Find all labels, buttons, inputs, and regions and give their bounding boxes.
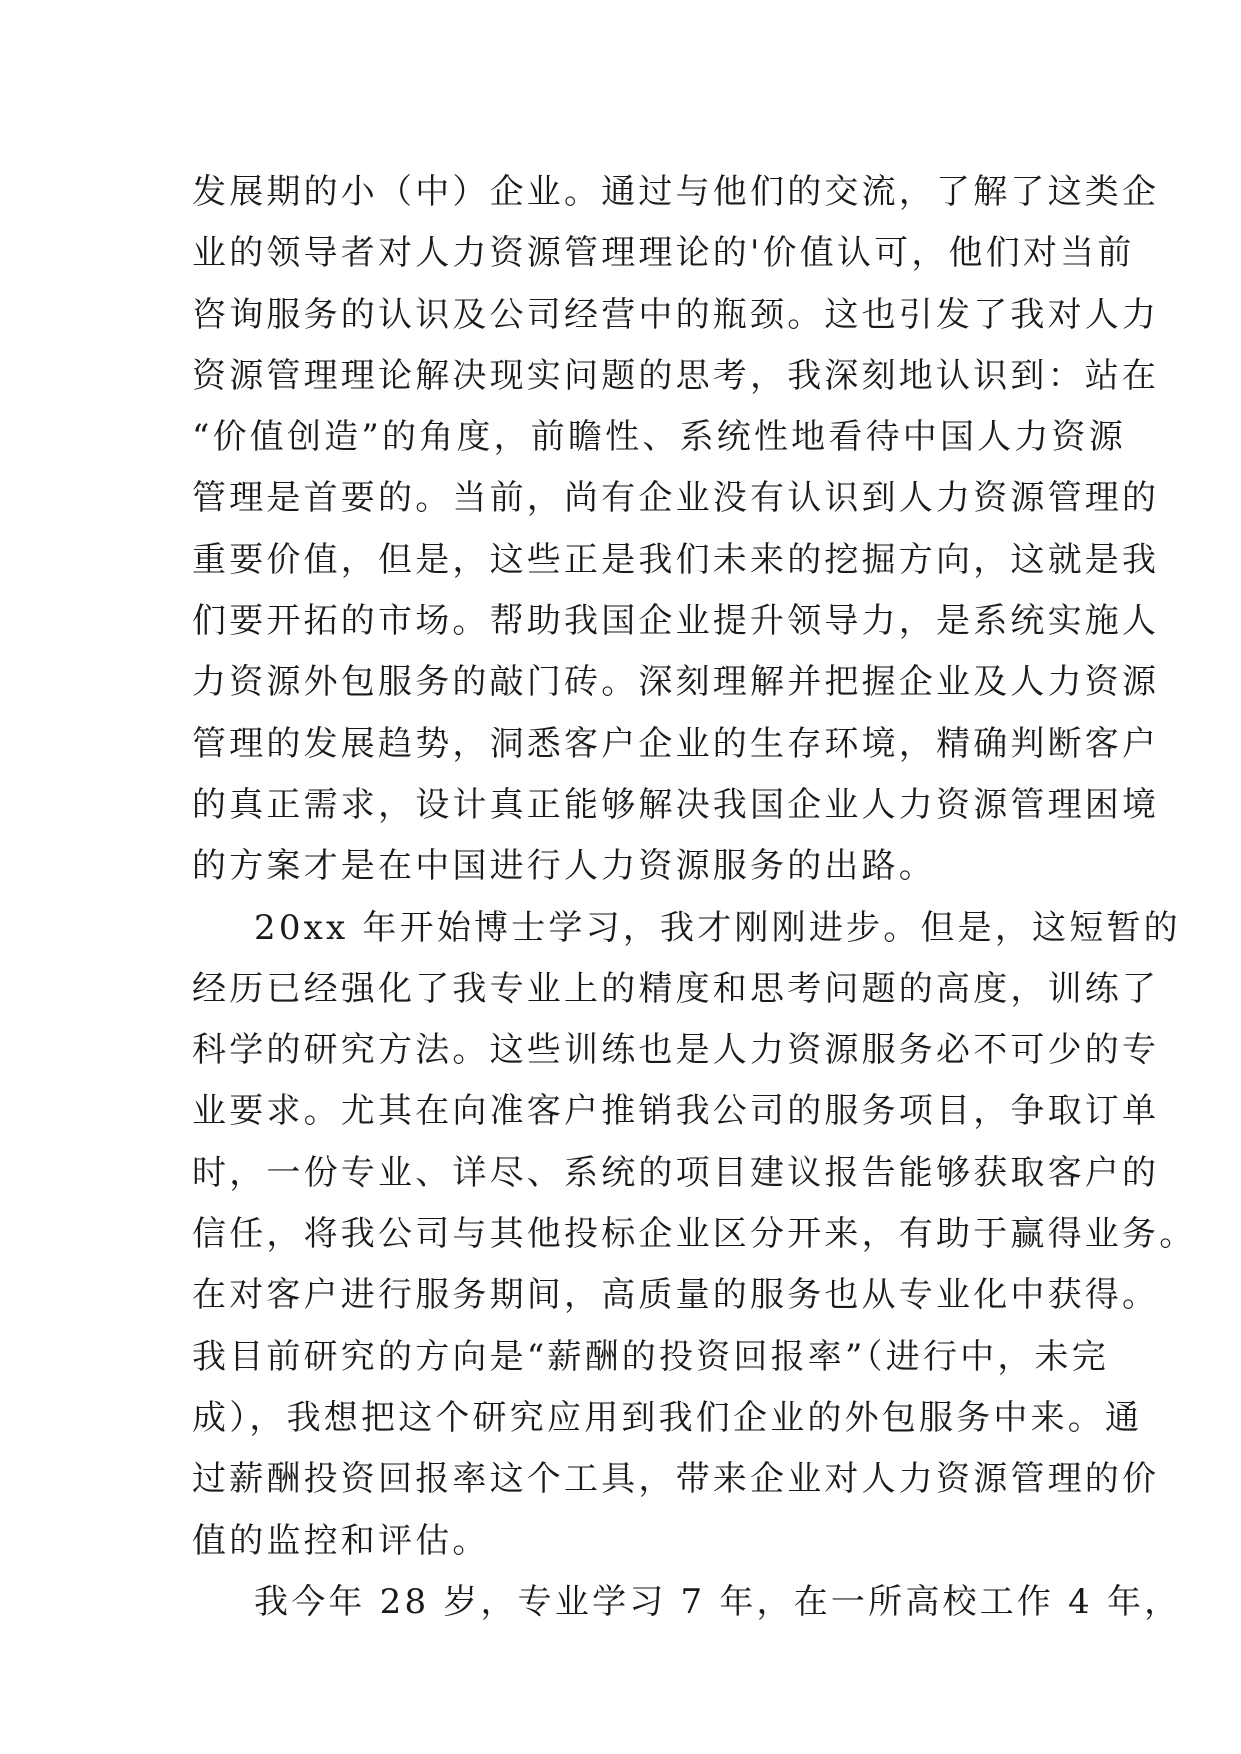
text-line: 信任，将我公司与其他投标企业区分开来，有助于赢得业务。 [192, 1214, 1197, 1255]
text-line: 发展期的小（中）企业。通过与他们的交流，了解了这类企 [192, 172, 1160, 212]
text-line: 管理是首要的。当前，尚有企业没有认识到人力资源管理的 [192, 478, 1160, 519]
text-line: 重要价值，但是，这些正是我们未来的挖掘方向，这就是我 [192, 539, 1160, 580]
text-line: 科学的研究方法。这些训练也是人力资源服务必不可少的专 [192, 1030, 1160, 1071]
text-line: 们要开拓的市场。帮助我国企业提升领导力，是系统实施人 [192, 601, 1160, 642]
body-text [192, 162, 1197, 1633]
text-line: 值的监控和评估。 [192, 1520, 490, 1561]
text-line: 我目前研究的方向是“薪酬的投资回报率”（进行中，未完 [192, 1336, 1109, 1377]
text-line: 业的领导者对人力资源管理理论的'价值认可，他们对当前 [192, 233, 1135, 274]
text-line: 业要求。尤其在向准客户推销我公司的服务项目，争取订单 [192, 1091, 1160, 1132]
paragraph-first-line: 20xx 年开始博士学习，我才刚刚进步。但是，这短暂的 [254, 907, 1181, 948]
text-line: 的真正需求，设计真正能够解决我国企业人力资源管理困境 [192, 784, 1160, 825]
text-line: 的方案才是在中国进行人力资源服务的出路。 [192, 846, 936, 887]
text-line: 在对客户进行服务期间，高质量的服务也从专业化中获得。 [192, 1275, 1160, 1316]
text-line: 咨询服务的认识及公司经营中的瓶颈。这也引发了我对人力 [192, 294, 1160, 335]
paragraph-first-line: 我今年 28 岁，专业学习 7 年，在一所高校工作 4 年， [254, 1581, 1182, 1622]
text-line: 资源管理理论解决现实问题的思考，我深刻地认识到：站在 [192, 355, 1160, 396]
text-line: 过薪酬投资回报率这个工具，带来企业对人力资源管理的价 [192, 1459, 1160, 1500]
text-line: 经历已经强化了我专业上的精度和思考问题的高度，训练了 [192, 968, 1160, 1009]
text-line: “价值创造”的角度，前瞻性、系统性地看待中国人力资源 [192, 417, 1126, 458]
text-line: 管理的发展趋势，洞悉客户企业的生存环境，精确判断客户 [192, 723, 1160, 764]
text-line: 时，一份专业、详尽、系统的项目建议报告能够获取客户的 [192, 1152, 1160, 1193]
text-line: 力资源外包服务的敲门砖。深刻理解并把握企业及人力资源 [192, 662, 1160, 703]
text-line: 成），我想把这个研究应用到我们企业的外包服务中来。通 [192, 1397, 1143, 1438]
